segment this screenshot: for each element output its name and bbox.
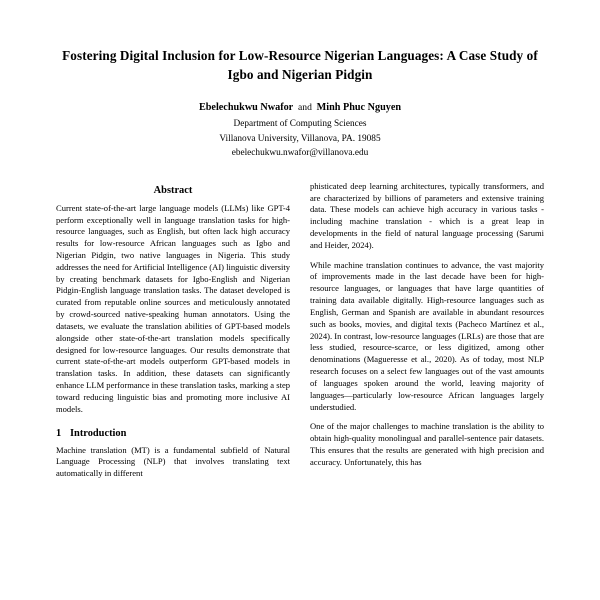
right-paragraph-1: phisticated deep learning architectures, typically transformers, and are characterized by billions of parameters and extensive training data. These models can achieve high accuracy in various tasks - including machine translation - which is a great leap in developments in the field of natural language processing (Sarumi and Heider, 2024).: [310, 180, 544, 250]
section-heading-introduction: [56, 428, 290, 439]
affiliation-university: Villanova University, Villanova, PA. 19085: [219, 133, 381, 144]
author-email: ebelechukwu.nwafor@villanova.edu: [231, 148, 369, 159]
two-column-body: [56, 181, 544, 488]
author-list: [56, 102, 544, 113]
abstract-text: Current state-of-the-art large language models (LLMs) like GPT-4 perform exceptionally well in language translation tasks for high-resource languages, such as English, but often lack high accuracy results for low-resource African languages such as Igbo and Nigerian Pidgin, two native languages in Nigeria. This study addresses the need for Artificial Intelligence (AI) linguistic diversity by creating benchmark datasets for Igbo-English and Nigerian Pidgin-English language translation tasks. The dataset developed is curated from reputable online sources and meticulously annotated by crowd-sourced native-speaking human annotators. Using the datasets, we evaluate the translation abilities of GPT-based models alongside other state-of-the-art translation models specifically designed for low-resource languages. Our results demonstrate that current state-of-the-art models outperform GPT-based models in translation tasks. In addition, these datasets can significantly enhance LLM performance in these translation tasks, marking a step toward reducing linguistic bias and promoting more inclusive AI models.: [56, 202, 291, 414]
section-title: Introduction: [70, 427, 127, 439]
abstract-heading: Abstract: [153, 184, 193, 196]
right-column: [310, 181, 544, 477]
section-number: 1: [56, 427, 62, 439]
intro-paragraph-1: Machine translation (MT) is a fundamental subfield of Natural Language Processing (NLP) that involves translating text automatically in different: [56, 444, 290, 479]
author-first: Ebelechukwu Nwafor: [198, 102, 294, 114]
left-column: [56, 181, 290, 488]
page-title: Fostering Digital Inclusion for Low-Resource Nigerian Languages: A Case Study of Igbo and Nigerian Pidgin: [62, 48, 538, 83]
author-second: Minh Phuc Nguyen: [316, 102, 402, 114]
right-paragraph-3: One of the major challenges to machine translation is the ability to obtain high-quality monolingual and parallel-sentence pair datasets. This ensures that the results are generated with high precision and accuracy. Unfortunately, this has: [310, 421, 544, 467]
affiliation-department: Department of Computing Sciences: [233, 119, 367, 130]
author-separator: and: [293, 102, 317, 114]
abstract-block: [56, 185, 290, 416]
right-paragraph-2: While machine translation continues to advance, the vast majority of improvements made in the last decade have been for high-resource languages, or languages that have large quantities of training data available digitally. High-resource languages such as English, German and Spanish are available in abundant resources such as books, movies, and digital texts (Pacheco Martínez et al., 2024). In contrast, low-resource languages (LRLs) are those that are less studied, resource-scarce, or less digitized, among other denominations (Magueresse et al., 2020). As of today, most NLP research focuses on a select few languages out of the vast amounts of languages spoken around the world, leaving majority of languages—particularly low-resource African languages largely understudied.: [310, 259, 544, 412]
